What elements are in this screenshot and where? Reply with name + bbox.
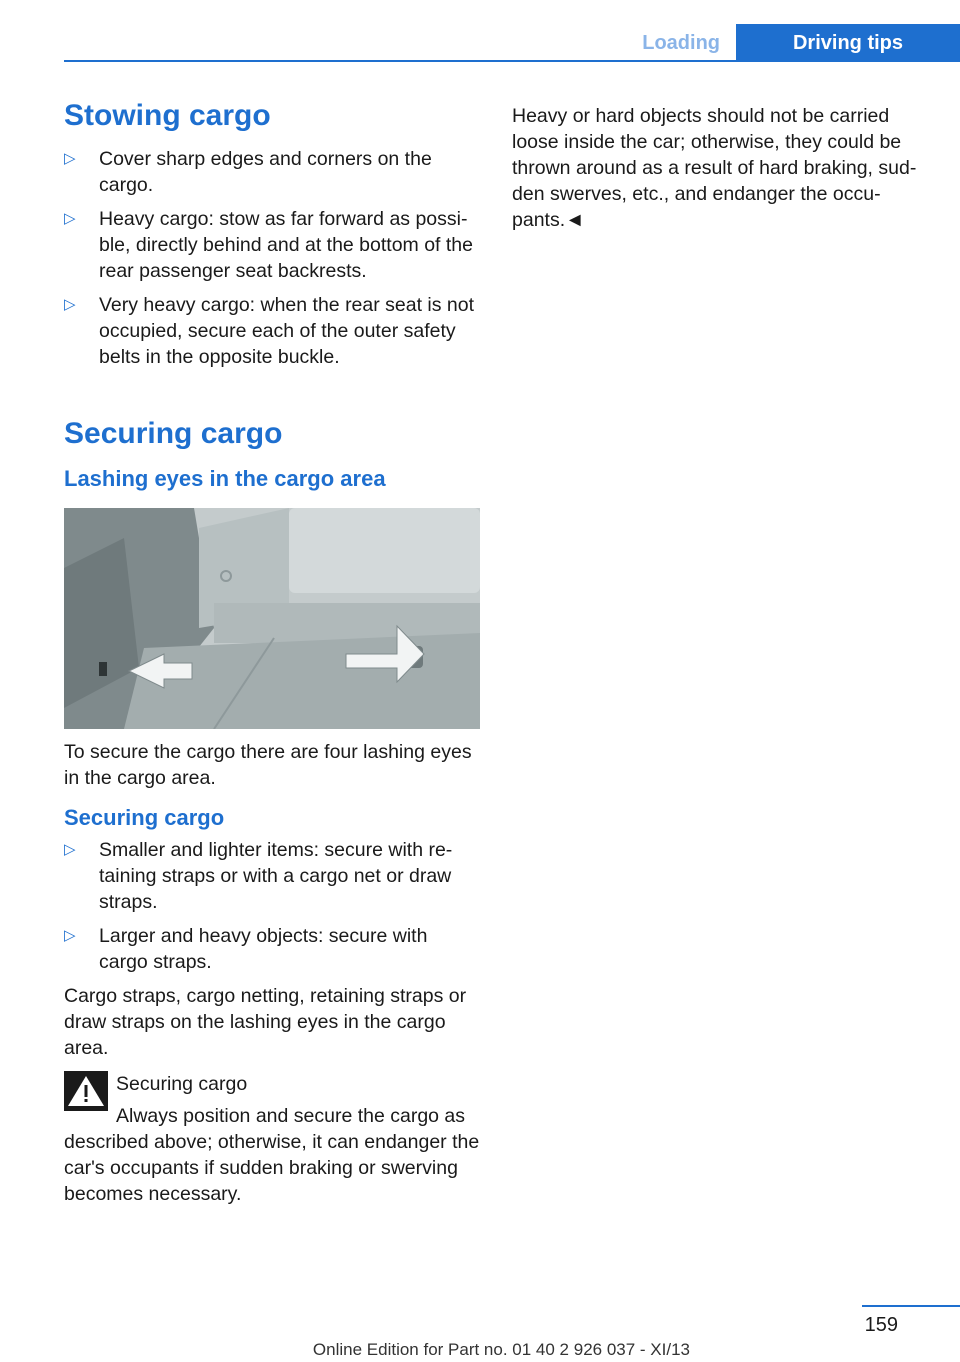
list-item [64, 206, 480, 284]
triangle-bullet-icon: ▷ [64, 210, 76, 227]
list-item-text: Heavy cargo: stow as far forward as possi‐ble, directly behind and at the bottom of the rear passenger seat backrests. [99, 208, 473, 282]
list-item [64, 837, 480, 915]
right-column [512, 103, 928, 233]
lashing-eyes-text: To secure the cargo there are four lashing eyes in the cargo area. [64, 741, 472, 789]
stowing-cargo-heading: Stowing cargo [64, 99, 271, 132]
list-item-text: Smaller and lighter items: secure with re‐taining straps or with a cargo net or draw straps. [99, 839, 453, 913]
triangle-bullet-icon: ▷ [64, 841, 76, 858]
lashing-eyes-heading: Lashing eyes in the cargo area [64, 466, 386, 491]
triangle-bullet-icon: ▷ [64, 296, 76, 313]
triangle-bullet-icon: ▷ [64, 927, 76, 944]
footer-rule [862, 1305, 960, 1307]
warning-block [64, 1071, 480, 1207]
tab-loading[interactable]: Loading [642, 32, 720, 54]
cargo-area-photo [64, 508, 480, 729]
list-item [64, 292, 480, 370]
list-item-text: Very heavy cargo: when the rear seat is not occupied, secure each of the outer safety belts in the opposite buckle. [99, 294, 475, 368]
securing-cargo-subheading: Securing cargo [64, 805, 225, 830]
triangle-bullet-icon: ▷ [64, 150, 76, 167]
warning-icon [64, 1071, 108, 1111]
stowing-list [64, 146, 480, 370]
warning-continued-text: Heavy or hard objects should not be carried loose inside the car; otherwise, they could be thrown around as a result of hard braking, sud‐den swerves, etc., and endanger the occu‐pants.◄ [512, 105, 917, 231]
edition-note: Online Edition for Part no. 01 40 2 926 037 - XI/13 [312, 1340, 690, 1359]
list-item [64, 923, 480, 975]
page-number: 159 [864, 1314, 898, 1336]
warning-title: Securing cargo [116, 1073, 248, 1095]
list-item-text: Larger and heavy objects: secure with cargo straps. [99, 925, 428, 973]
securing-cargo-heading: Securing cargo [64, 417, 283, 450]
straps-text: Cargo straps, cargo netting, retaining straps or draw straps on the lashing eyes in the cargo area. [64, 985, 467, 1059]
list-item [64, 146, 480, 198]
tab-driving-tips[interactable]: Driving tips [736, 24, 960, 61]
left-column [64, 96, 480, 1207]
warning-text: Always position and secure the cargo as described above; otherwise, it can endanger the car's occupants if sudden braking or swerving becomes necessary. [64, 1105, 480, 1205]
list-item-text: Cover sharp edges and corners on the cargo. [99, 148, 432, 196]
securing-list [64, 837, 480, 975]
